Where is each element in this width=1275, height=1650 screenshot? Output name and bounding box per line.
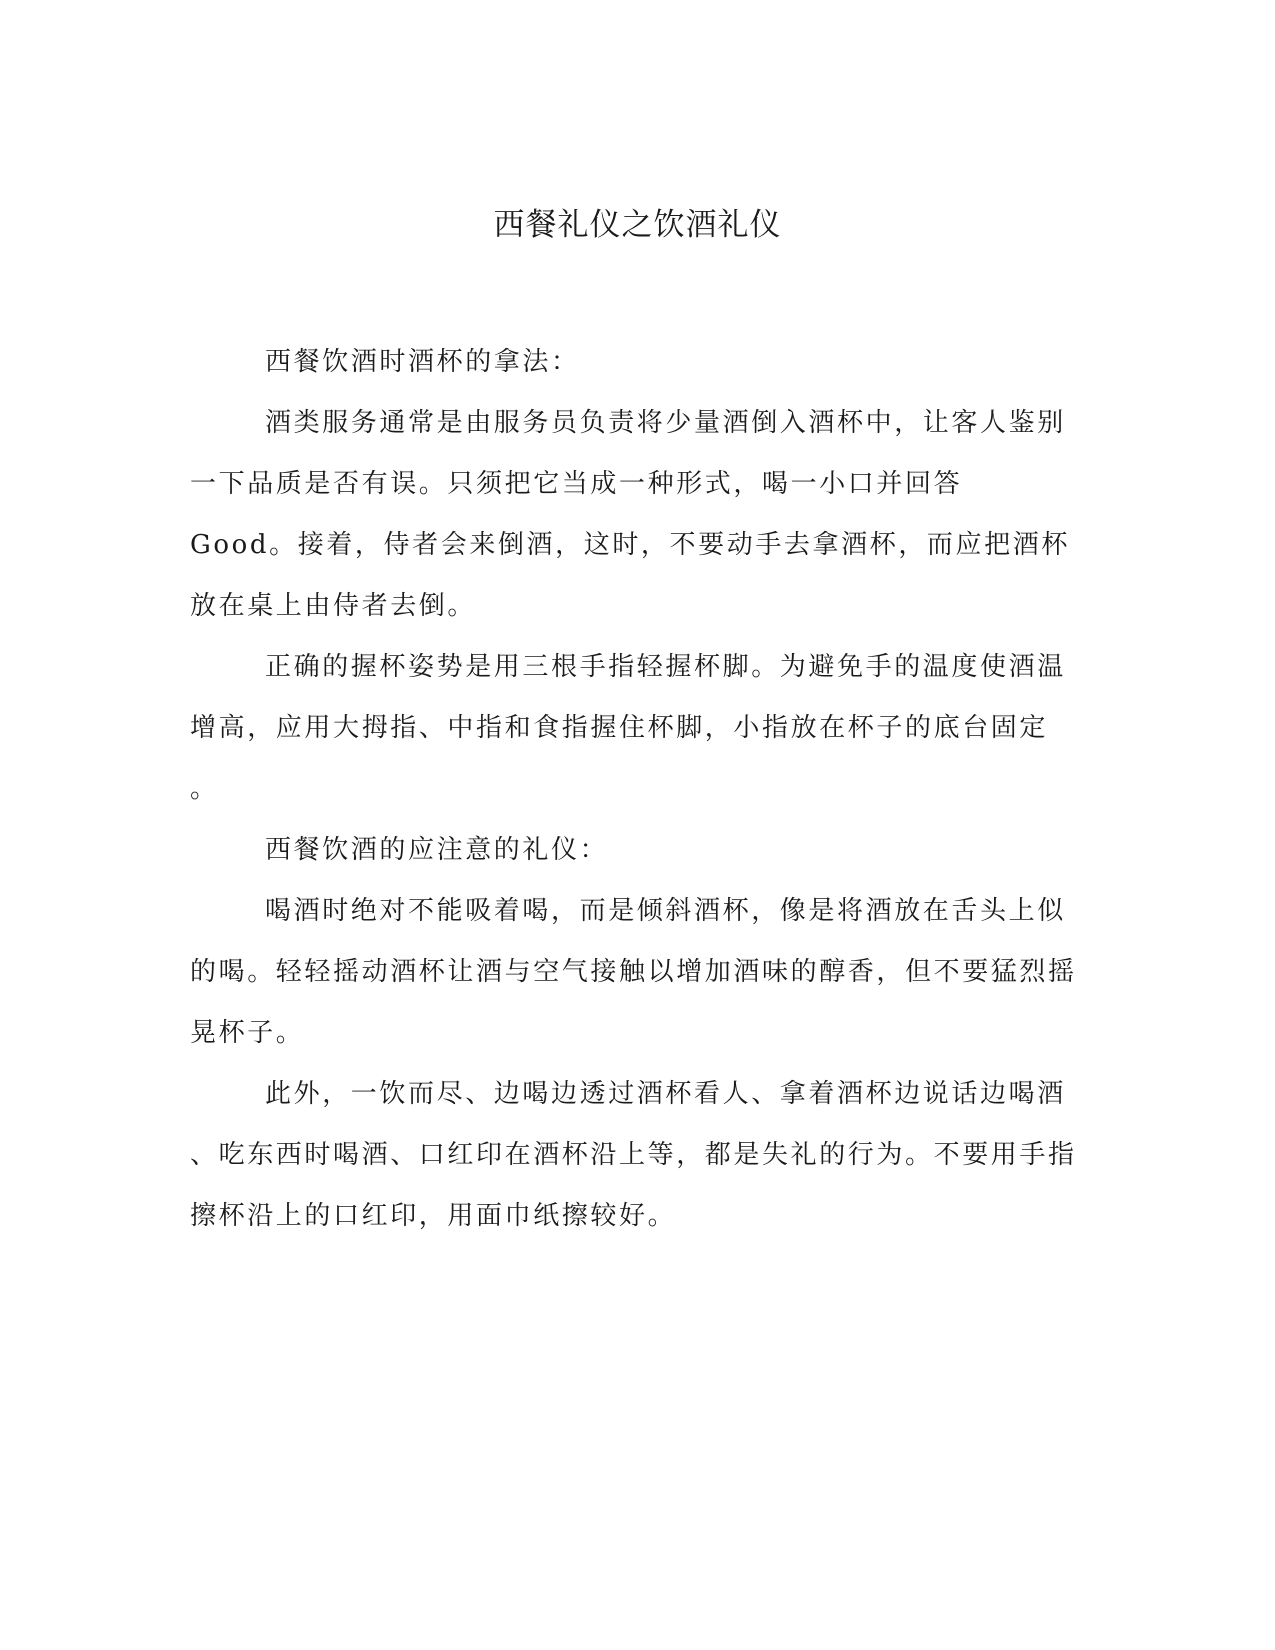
paragraph-wine-service: 酒类服务通常是由服务员负责将少量酒倒入酒杯中，让客人鉴别一下品质是否有误。只须把它当成一种形式，喝一小口并回答 Good。接着，侍者会来倒酒，这时，不要动手去拿酒杯，而应把酒杯放在桌上由侍者去倒。 [190,408,1070,621]
paragraph-rude-behaviors: 此外，一饮而尽、边喝边透过酒杯看人、拿着酒杯边说话边喝酒 [265,1079,1066,1109]
document-body [190,332,1078,1247]
document-title: 西餐礼仪之饮酒礼仪 [493,207,782,243]
paragraph-wine-glass-heading: 西餐饮酒时酒杯的拿法： [265,347,580,377]
paragraph-rude-behaviors-cont: 、吃东西时喝酒、口红印在酒杯沿上等，都是失礼的行为。不要用手指擦杯沿上的口红印，用面巾纸擦较好。 [190,1140,1077,1231]
paragraph-etiquette-heading: 西餐饮酒的应注意的礼仪： [265,835,609,865]
paragraph-drinking-manner: 喝酒时绝对不能吸着喝，而是倾斜酒杯，像是将酒放在舌头上似的喝。轻轻摇动酒杯让酒与空气接触以增加酒味的醇香，但不要猛烈摇晃杯子。 [190,896,1077,1048]
paragraph-glass-grip-tail: 。 [190,774,219,804]
paragraph-glass-grip: 正确的握杯姿势是用三根手指轻握杯脚。为避免手的温度使酒温增高，应用大拇指、中指和食指握住杯脚，小指放在杯子的底台固定 [190,652,1066,743]
